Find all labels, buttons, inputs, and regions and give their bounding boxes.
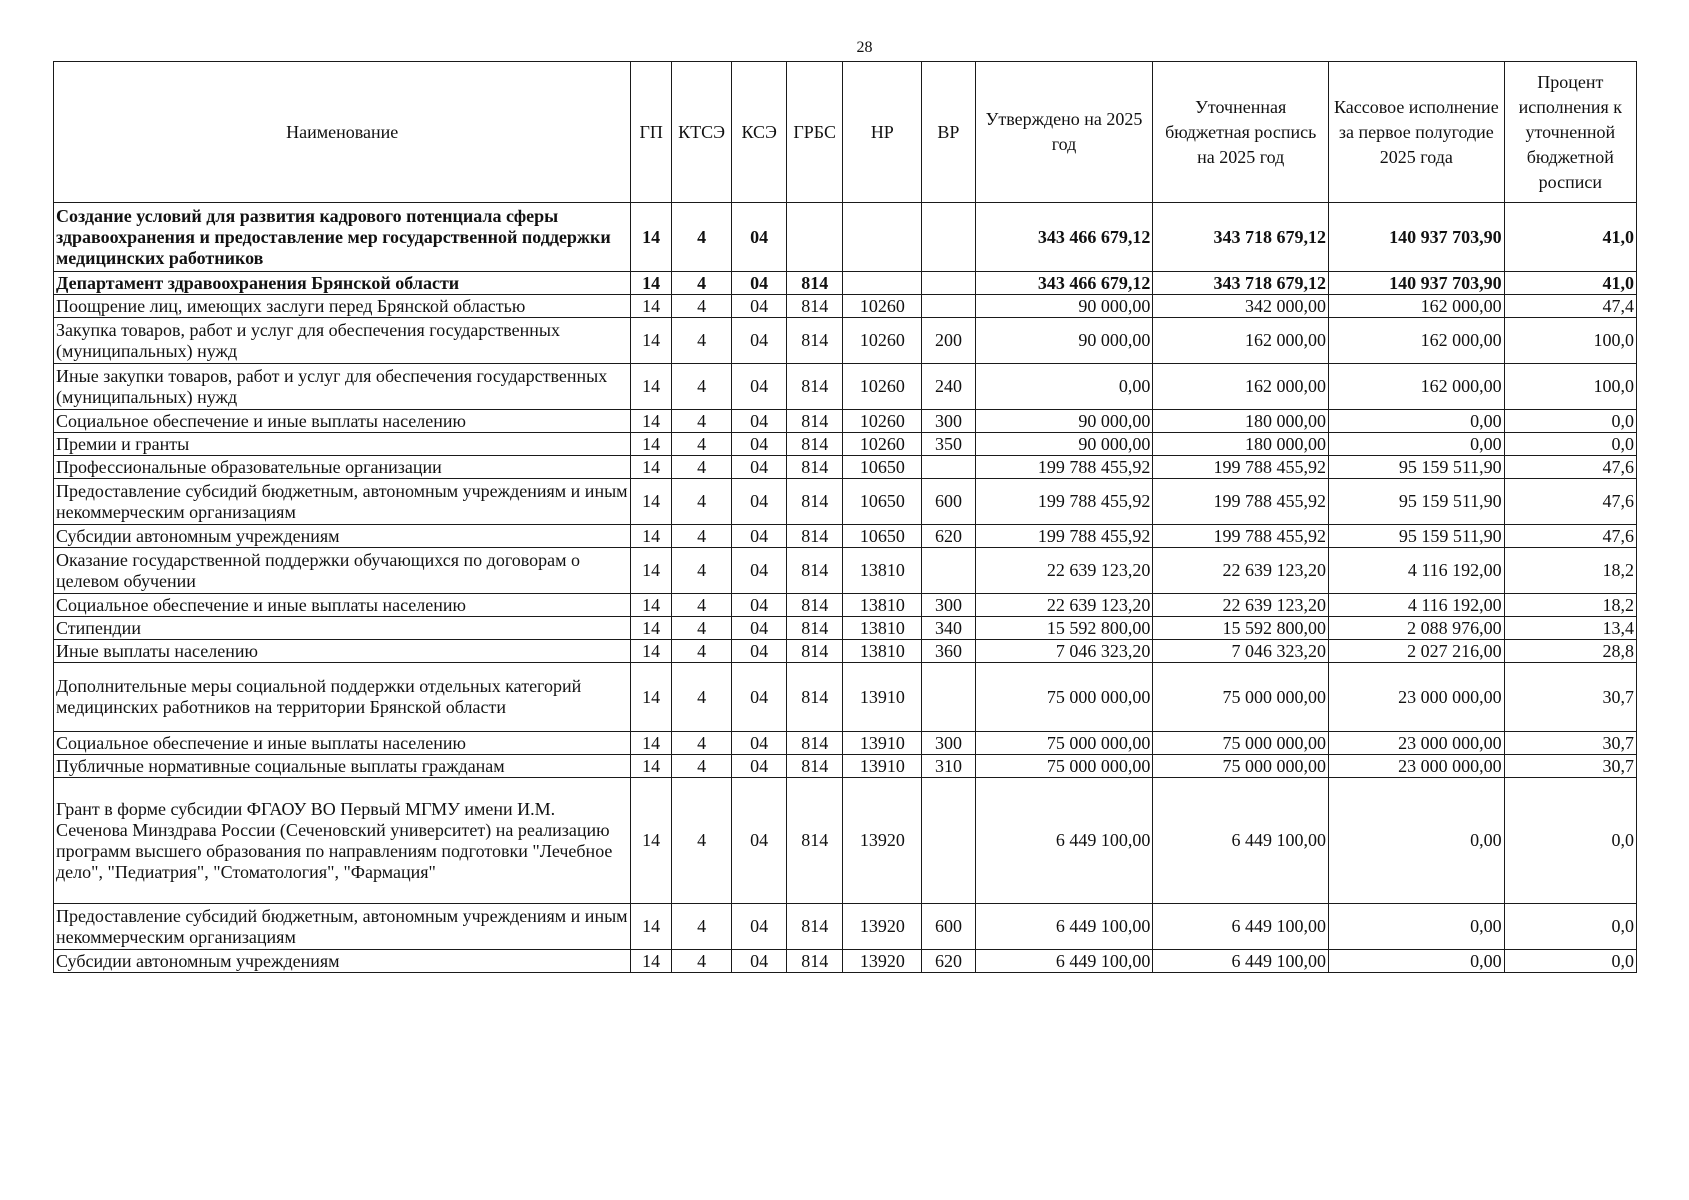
row-grbs: 814: [786, 640, 843, 663]
row-refined: 75 000 000,00: [1153, 663, 1329, 732]
row-cash: 2 027 216,00: [1329, 640, 1505, 663]
table-header-row: [54, 62, 1637, 203]
row-cash: 23 000 000,00: [1329, 755, 1505, 778]
table-row: [54, 410, 1637, 433]
row-kse: 04: [732, 479, 787, 525]
row-kse: 04: [732, 663, 787, 732]
page-number: 28: [856, 39, 873, 56]
row-name: Стипендии: [54, 617, 631, 640]
row-nr: [843, 203, 922, 272]
row-ktse: 4: [671, 904, 732, 950]
row-refined: 15 592 800,00: [1153, 617, 1329, 640]
row-nr: [843, 272, 922, 295]
row-gp: 14: [631, 663, 671, 732]
row-name: Грант в форме субсидии ФГАОУ ВО Первый МГМУ имени И.М. Сеченова Минздрава России (Сеченовский университет) на реализацию программ высшего образования по направлениям подготовки "Лечебное дело", "Педиатрия", "Стоматология", "Фармация": [54, 778, 631, 904]
row-cash: 162 000,00: [1329, 318, 1505, 364]
row-ktse: 4: [671, 640, 732, 663]
row-gp: 14: [631, 904, 671, 950]
row-approved: 343 466 679,12: [975, 272, 1153, 295]
row-grbs: 814: [786, 663, 843, 732]
row-cash: 95 159 511,90: [1329, 479, 1505, 525]
row-name: Иные выплаты населению: [54, 640, 631, 663]
table-row: [54, 364, 1637, 410]
row-name: Иные закупки товаров, работ и услуг для обеспечения государственных (муниципальных) нужд: [54, 364, 631, 410]
row-gp: 14: [631, 950, 671, 973]
row-ktse: 4: [671, 456, 732, 479]
row-gp: 14: [631, 778, 671, 904]
row-grbs: 814: [786, 295, 843, 318]
row-refined: 199 788 455,92: [1153, 525, 1329, 548]
row-vr: 300: [922, 594, 976, 617]
table-row: [54, 663, 1637, 732]
row-gp: 14: [631, 479, 671, 525]
row-vr: 300: [922, 410, 976, 433]
row-cash: 0,00: [1329, 410, 1505, 433]
row-name: Премии и гранты: [54, 433, 631, 456]
row-kse: 04: [732, 456, 787, 479]
row-grbs: 814: [786, 950, 843, 973]
table-row: [54, 778, 1637, 904]
row-refined: 6 449 100,00: [1153, 950, 1329, 973]
row-refined: 75 000 000,00: [1153, 755, 1329, 778]
row-ktse: 4: [671, 548, 732, 594]
row-approved: 22 639 123,20: [975, 594, 1153, 617]
row-gp: 14: [631, 318, 671, 364]
row-kse: 04: [732, 778, 787, 904]
row-grbs: 814: [786, 272, 843, 295]
row-vr: [922, 203, 976, 272]
row-percent: 47,6: [1504, 479, 1636, 525]
row-vr: 360: [922, 640, 976, 663]
row-gp: 14: [631, 548, 671, 594]
table-row: [54, 617, 1637, 640]
table-row: [54, 272, 1637, 295]
row-ktse: 4: [671, 778, 732, 904]
row-gp: 14: [631, 755, 671, 778]
table-row: [54, 732, 1637, 755]
row-refined: 22 639 123,20: [1153, 594, 1329, 617]
header-grbs: ГРБС: [786, 62, 843, 203]
row-kse: 04: [732, 295, 787, 318]
row-approved: 22 639 123,20: [975, 548, 1153, 594]
row-ktse: 4: [671, 594, 732, 617]
row-grbs: 814: [786, 617, 843, 640]
row-vr: 350: [922, 433, 976, 456]
row-approved: 0,00: [975, 364, 1153, 410]
row-percent: 13,4: [1504, 617, 1636, 640]
row-refined: 162 000,00: [1153, 318, 1329, 364]
row-kse: 04: [732, 525, 787, 548]
row-approved: 75 000 000,00: [975, 732, 1153, 755]
row-nr: 10650: [843, 525, 922, 548]
row-cash: 0,00: [1329, 904, 1505, 950]
row-nr: 13810: [843, 640, 922, 663]
row-vr: [922, 272, 976, 295]
row-ktse: 4: [671, 732, 732, 755]
table-row: [54, 318, 1637, 364]
row-approved: 90 000,00: [975, 318, 1153, 364]
row-nr: 13910: [843, 732, 922, 755]
row-approved: 90 000,00: [975, 433, 1153, 456]
row-gp: 14: [631, 640, 671, 663]
row-cash: 0,00: [1329, 950, 1505, 973]
row-nr: 13920: [843, 904, 922, 950]
row-approved: 6 449 100,00: [975, 950, 1153, 973]
row-name: Предоставление субсидий бюджетным, автономным учреждениям и иным некоммерческим организациям: [54, 479, 631, 525]
row-name: Социальное обеспечение и иные выплаты населению: [54, 732, 631, 755]
budget-table: [53, 61, 1637, 973]
row-refined: 162 000,00: [1153, 364, 1329, 410]
row-percent: 47,6: [1504, 525, 1636, 548]
table-row: [54, 594, 1637, 617]
header-kse: КСЭ: [732, 62, 787, 203]
row-vr: [922, 778, 976, 904]
table-row: [54, 479, 1637, 525]
row-name: Профессиональные образовательные организации: [54, 456, 631, 479]
row-refined: 342 000,00: [1153, 295, 1329, 318]
row-vr: 340: [922, 617, 976, 640]
header-percent: Процент исполнения к уточненной бюджетной росписи: [1504, 62, 1636, 203]
row-ktse: 4: [671, 950, 732, 973]
row-refined: 7 046 323,20: [1153, 640, 1329, 663]
row-vr: 300: [922, 732, 976, 755]
row-percent: 30,7: [1504, 663, 1636, 732]
row-vr: 200: [922, 318, 976, 364]
row-nr: 13910: [843, 755, 922, 778]
row-grbs: 814: [786, 318, 843, 364]
row-percent: 0,0: [1504, 778, 1636, 904]
row-name: Поощрение лиц, имеющих заслуги перед Брянской областью: [54, 295, 631, 318]
row-kse: 04: [732, 617, 787, 640]
row-nr: 10260: [843, 364, 922, 410]
row-grbs: 814: [786, 548, 843, 594]
row-cash: 4 116 192,00: [1329, 594, 1505, 617]
row-refined: 6 449 100,00: [1153, 778, 1329, 904]
row-vr: 620: [922, 525, 976, 548]
row-percent: 100,0: [1504, 364, 1636, 410]
table-row: [54, 525, 1637, 548]
row-grbs: 814: [786, 479, 843, 525]
row-gp: 14: [631, 433, 671, 456]
row-approved: 6 449 100,00: [975, 778, 1153, 904]
row-cash: 0,00: [1329, 778, 1505, 904]
row-ktse: 4: [671, 433, 732, 456]
row-kse: 04: [732, 364, 787, 410]
row-percent: 41,0: [1504, 203, 1636, 272]
row-cash: 162 000,00: [1329, 295, 1505, 318]
row-grbs: 814: [786, 904, 843, 950]
table-row: [54, 295, 1637, 318]
header-ktse: КТСЭ: [671, 62, 732, 203]
row-vr: [922, 663, 976, 732]
row-kse: 04: [732, 732, 787, 755]
row-ktse: 4: [671, 755, 732, 778]
row-cash: 23 000 000,00: [1329, 732, 1505, 755]
row-vr: 240: [922, 364, 976, 410]
row-cash: 140 937 703,90: [1329, 203, 1505, 272]
row-grbs: 814: [786, 778, 843, 904]
row-ktse: 4: [671, 617, 732, 640]
header-cash: Кассовое исполнение за первое полугодие 2025 года: [1329, 62, 1505, 203]
header-gp: ГП: [631, 62, 671, 203]
row-approved: 199 788 455,92: [975, 456, 1153, 479]
row-ktse: 4: [671, 295, 732, 318]
row-ktse: 4: [671, 663, 732, 732]
row-percent: 30,7: [1504, 755, 1636, 778]
row-kse: 04: [732, 410, 787, 433]
row-name: Социальное обеспечение и иные выплаты населению: [54, 410, 631, 433]
row-refined: 75 000 000,00: [1153, 732, 1329, 755]
row-nr: 13810: [843, 548, 922, 594]
row-gp: 14: [631, 594, 671, 617]
row-vr: [922, 295, 976, 318]
row-kse: 04: [732, 433, 787, 456]
row-kse: 04: [732, 203, 787, 272]
row-ktse: 4: [671, 272, 732, 295]
row-kse: 04: [732, 904, 787, 950]
header-refined: Уточненная бюджетная роспись на 2025 год: [1153, 62, 1329, 203]
table-row: [54, 755, 1637, 778]
table-row: [54, 433, 1637, 456]
row-vr: 620: [922, 950, 976, 973]
row-nr: 10260: [843, 433, 922, 456]
row-kse: 04: [732, 318, 787, 364]
row-gp: 14: [631, 295, 671, 318]
row-grbs: 814: [786, 755, 843, 778]
row-cash: 95 159 511,90: [1329, 525, 1505, 548]
row-gp: 14: [631, 364, 671, 410]
row-ktse: 4: [671, 203, 732, 272]
header-vr: ВР: [922, 62, 976, 203]
row-approved: 90 000,00: [975, 295, 1153, 318]
row-percent: 47,6: [1504, 456, 1636, 479]
row-nr: 10260: [843, 318, 922, 364]
row-kse: 04: [732, 594, 787, 617]
row-refined: 343 718 679,12: [1153, 272, 1329, 295]
row-nr: 13810: [843, 594, 922, 617]
row-vr: [922, 456, 976, 479]
row-grbs: 814: [786, 456, 843, 479]
row-nr: 10650: [843, 456, 922, 479]
row-nr: 13810: [843, 617, 922, 640]
row-nr: 13920: [843, 950, 922, 973]
row-refined: 199 788 455,92: [1153, 456, 1329, 479]
row-nr: 13910: [843, 663, 922, 732]
row-refined: 343 718 679,12: [1153, 203, 1329, 272]
row-cash: 23 000 000,00: [1329, 663, 1505, 732]
row-grbs: 814: [786, 732, 843, 755]
header-nr: НР: [843, 62, 922, 203]
row-refined: 180 000,00: [1153, 410, 1329, 433]
row-percent: 30,7: [1504, 732, 1636, 755]
row-grbs: 814: [786, 433, 843, 456]
row-approved: 6 449 100,00: [975, 904, 1153, 950]
row-cash: 4 116 192,00: [1329, 548, 1505, 594]
row-gp: 14: [631, 525, 671, 548]
row-ktse: 4: [671, 479, 732, 525]
row-kse: 04: [732, 640, 787, 663]
row-name: Предоставление субсидий бюджетным, автономным учреждениям и иным некоммерческим организациям: [54, 904, 631, 950]
row-gp: 14: [631, 617, 671, 640]
row-name: Социальное обеспечение и иные выплаты населению: [54, 594, 631, 617]
row-vr: 310: [922, 755, 976, 778]
row-nr: 10260: [843, 295, 922, 318]
row-percent: 0,0: [1504, 433, 1636, 456]
row-gp: 14: [631, 732, 671, 755]
row-vr: [922, 548, 976, 594]
row-ktse: 4: [671, 364, 732, 410]
row-cash: 140 937 703,90: [1329, 272, 1505, 295]
row-kse: 04: [732, 548, 787, 594]
row-ktse: 4: [671, 410, 732, 433]
row-percent: 0,0: [1504, 950, 1636, 973]
row-refined: 6 449 100,00: [1153, 904, 1329, 950]
row-vr: 600: [922, 904, 976, 950]
row-approved: 15 592 800,00: [975, 617, 1153, 640]
row-name: Оказание государственной поддержки обучающихся по договорам о целевом обучении: [54, 548, 631, 594]
row-kse: 04: [732, 272, 787, 295]
row-cash: 0,00: [1329, 433, 1505, 456]
table-row: [54, 203, 1637, 272]
row-cash: 162 000,00: [1329, 364, 1505, 410]
table-row: [54, 548, 1637, 594]
header-name: Наименование: [54, 62, 631, 203]
row-approved: 75 000 000,00: [975, 755, 1153, 778]
header-approved: Утверждено на 2025 год: [975, 62, 1153, 203]
row-percent: 100,0: [1504, 318, 1636, 364]
row-grbs: 814: [786, 410, 843, 433]
row-percent: 18,2: [1504, 594, 1636, 617]
row-approved: 7 046 323,20: [975, 640, 1153, 663]
row-percent: 18,2: [1504, 548, 1636, 594]
row-grbs: 814: [786, 364, 843, 410]
row-gp: 14: [631, 410, 671, 433]
table-row: [54, 950, 1637, 973]
row-kse: 04: [732, 950, 787, 973]
row-approved: 199 788 455,92: [975, 479, 1153, 525]
row-vr: 600: [922, 479, 976, 525]
row-name: Субсидии автономным учреждениям: [54, 950, 631, 973]
row-grbs: 814: [786, 525, 843, 548]
row-nr: 13920: [843, 778, 922, 904]
row-percent: 0,0: [1504, 410, 1636, 433]
row-gp: 14: [631, 203, 671, 272]
row-nr: 10260: [843, 410, 922, 433]
row-gp: 14: [631, 272, 671, 295]
row-refined: 22 639 123,20: [1153, 548, 1329, 594]
row-refined: 180 000,00: [1153, 433, 1329, 456]
row-grbs: 814: [786, 594, 843, 617]
row-approved: 199 788 455,92: [975, 525, 1153, 548]
table-row: [54, 456, 1637, 479]
row-approved: 343 466 679,12: [975, 203, 1153, 272]
row-kse: 04: [732, 755, 787, 778]
row-name: Создание условий для развития кадрового потенциала сферы здравоохранения и предоставление мер государственной поддержки медицинских работников: [54, 203, 631, 272]
row-percent: 28,8: [1504, 640, 1636, 663]
table-row: [54, 904, 1637, 950]
row-grbs: [786, 203, 843, 272]
row-name: Закупка товаров, работ и услуг для обеспечения государственных (муниципальных) нужд: [54, 318, 631, 364]
row-cash: 2 088 976,00: [1329, 617, 1505, 640]
row-ktse: 4: [671, 525, 732, 548]
row-gp: 14: [631, 456, 671, 479]
row-refined: 199 788 455,92: [1153, 479, 1329, 525]
row-name: Департамент здравоохранения Брянской области: [54, 272, 631, 295]
row-name: Дополнительные меры социальной поддержки отдельных категорий медицинских работников на территории Брянской области: [54, 663, 631, 732]
row-cash: 95 159 511,90: [1329, 456, 1505, 479]
row-name: Публичные нормативные социальные выплаты гражданам: [54, 755, 631, 778]
row-percent: 47,4: [1504, 295, 1636, 318]
row-percent: 0,0: [1504, 904, 1636, 950]
row-approved: 90 000,00: [975, 410, 1153, 433]
row-name: Субсидии автономным учреждениям: [54, 525, 631, 548]
row-nr: 10650: [843, 479, 922, 525]
table-row: [54, 640, 1637, 663]
row-ktse: 4: [671, 318, 732, 364]
row-approved: 75 000 000,00: [975, 663, 1153, 732]
row-percent: 41,0: [1504, 272, 1636, 295]
